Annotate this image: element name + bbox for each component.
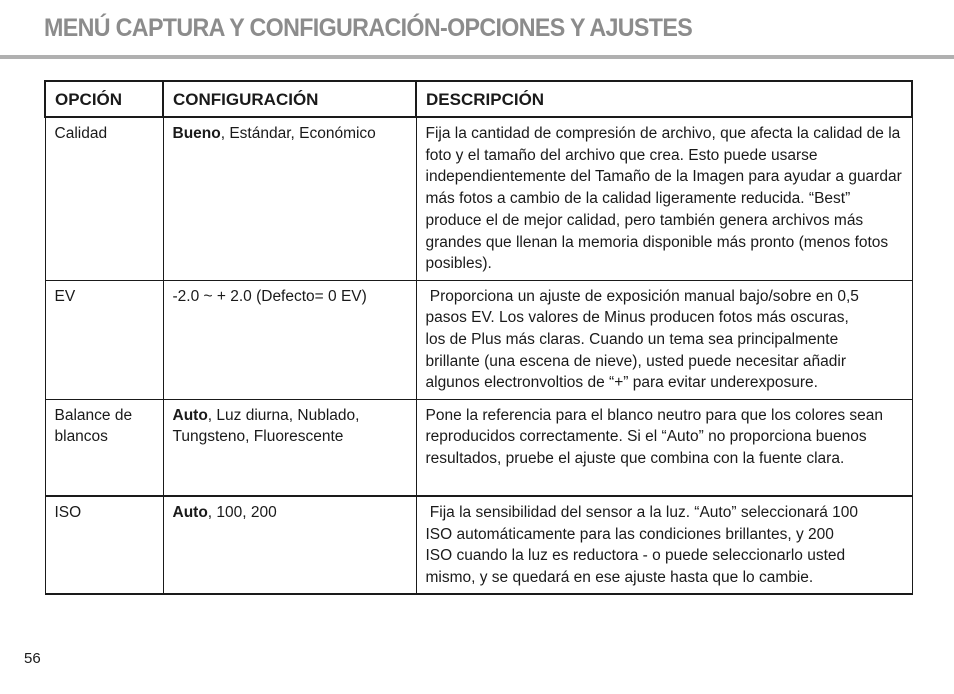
description-line: ISO cuando la luz es reductora - o puede seleccionarlo usted bbox=[425, 547, 846, 565]
table-row-calidad bbox=[45, 117, 912, 280]
header-description: DESCRIPCIÓN bbox=[416, 81, 912, 117]
default-setting: Auto bbox=[172, 504, 208, 521]
option-cell: EV bbox=[45, 280, 163, 399]
option-cell: ISO bbox=[45, 496, 163, 594]
table-row-iso bbox=[45, 496, 912, 594]
option-cell: Calidad bbox=[45, 117, 163, 280]
default-setting: Bueno bbox=[172, 125, 221, 142]
setting-options: , Luz diurna, Nublado, Tungsteno, Fluorescente bbox=[172, 406, 360, 446]
option-cell: Balance de blancos bbox=[45, 399, 163, 496]
page-title: MENÚ CAPTURA Y CONFIGURACIÓN-OPCIONES Y AJUSTES bbox=[44, 14, 693, 42]
description-line: los de Plus más claras. Cuando un tema sea principalmente bbox=[425, 330, 839, 348]
configuration-cell bbox=[163, 280, 416, 399]
description-cell: Fija la cantidad de compresión de archivo, que afecta la calidad de la foto y el tamaño del archivo que crea. Esto puede usarse independientemente del Tamaño de la Imagen para ayudar a guardar más fotos a cambio de la calidad ligeramente reducida. “Best” produce el de mejor calidad, pero también genera archivos más grandes que llenan la memoria disponible más pronto (menos fotos posibles). bbox=[416, 117, 912, 280]
configuration-cell bbox=[163, 496, 416, 594]
description-line: brillante (una escena de nieve), usted puede necesitar añadir bbox=[425, 352, 846, 370]
configuration-cell bbox=[163, 117, 416, 280]
setting-options: -2.0 ~ + 2.0 (Defecto= 0 EV) bbox=[172, 287, 367, 305]
description-cell: Pone la referencia para el blanco neutro para que los colores sean reproducidos correctamente. Si el “Auto” no proporciona buenos resultados, pruebe el ajuste que combina con la fuente clara. bbox=[416, 399, 912, 496]
setting-options: , 100, 200 bbox=[207, 504, 277, 521]
page-number: 56 bbox=[24, 650, 41, 667]
description-line: Proporciona un ajuste de exposición manual bajo/sobre en 0,5 bbox=[425, 287, 859, 305]
description-line: mismo, y se quedará en ese ajuste hasta que lo cambie. bbox=[425, 569, 814, 587]
default-setting: Auto bbox=[172, 406, 208, 424]
description-line: pasos EV. Los valores de Minus producen fotos más oscuras, bbox=[425, 309, 849, 327]
table-header-row bbox=[45, 81, 912, 117]
table-row-balance-de-blancos bbox=[45, 399, 912, 496]
header-option: OPCIÓN bbox=[45, 81, 163, 117]
setting-options: , Estándar, Económico bbox=[220, 125, 376, 142]
description-line: Fija la sensibilidad del sensor a la luz. “Auto” seleccionará 100 bbox=[425, 504, 859, 521]
table-row-ev bbox=[45, 280, 912, 399]
description-cell bbox=[416, 496, 912, 594]
title-underline bbox=[0, 55, 954, 59]
description-cell bbox=[416, 280, 912, 399]
configuration-cell bbox=[163, 399, 416, 496]
settings-table bbox=[44, 80, 913, 595]
header-configuration: CONFIGURACIÓN bbox=[163, 81, 416, 117]
description-line: ISO automáticamente para las condiciones brillantes, y 200 bbox=[425, 525, 834, 543]
description-line: algunos electronvoltios de “+” para evitar underexposure. bbox=[425, 374, 818, 392]
